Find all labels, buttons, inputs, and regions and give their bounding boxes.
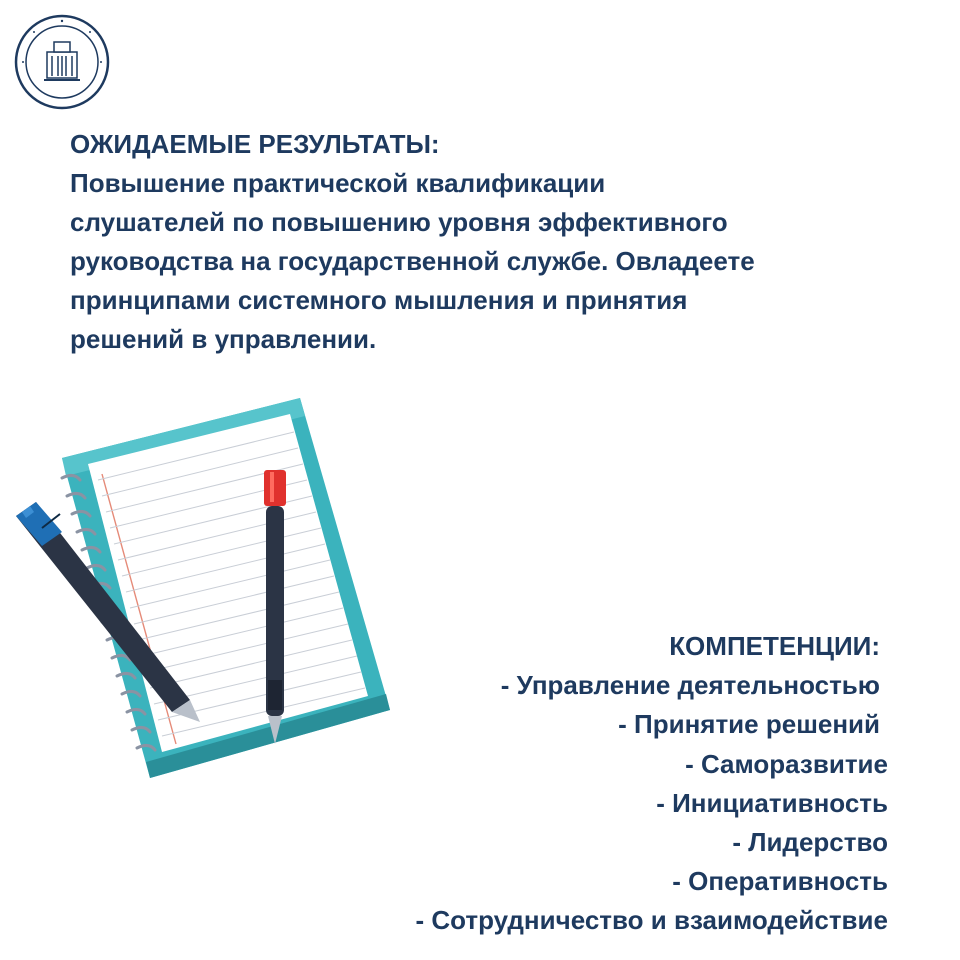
expected-results-block: [70, 125, 920, 359]
competency-item: - Лидерство: [732, 827, 888, 858]
results-line: руководства на государственной службе. Овладеете: [70, 246, 755, 276]
seal-logo-icon: [14, 14, 110, 110]
competency-item: - Инициативность: [656, 787, 888, 818]
competency-item: - Сотрудничество и взаимодействие: [415, 905, 888, 936]
competency-item: - Принятие решений: [618, 709, 880, 740]
expected-results-heading: ОЖИДАЕМЫЕ РЕЗУЛЬТАТЫ:: [70, 129, 440, 159]
results-line: Повышение практической квалификации: [70, 168, 606, 198]
results-line: принципами системного мышления и принятия: [70, 285, 688, 315]
results-line: решений в управлении.: [70, 324, 377, 354]
competencies-heading: КОМПЕТЕНЦИИ:: [669, 631, 880, 661]
results-line: слушателей по повышению уровня эффективного: [70, 207, 728, 237]
competency-item: - Саморазвитие: [685, 748, 888, 779]
competency-item: - Оперативность: [672, 866, 888, 897]
competencies-block: [268, 627, 888, 941]
competency-item: - Управление деятельностью: [500, 670, 880, 701]
